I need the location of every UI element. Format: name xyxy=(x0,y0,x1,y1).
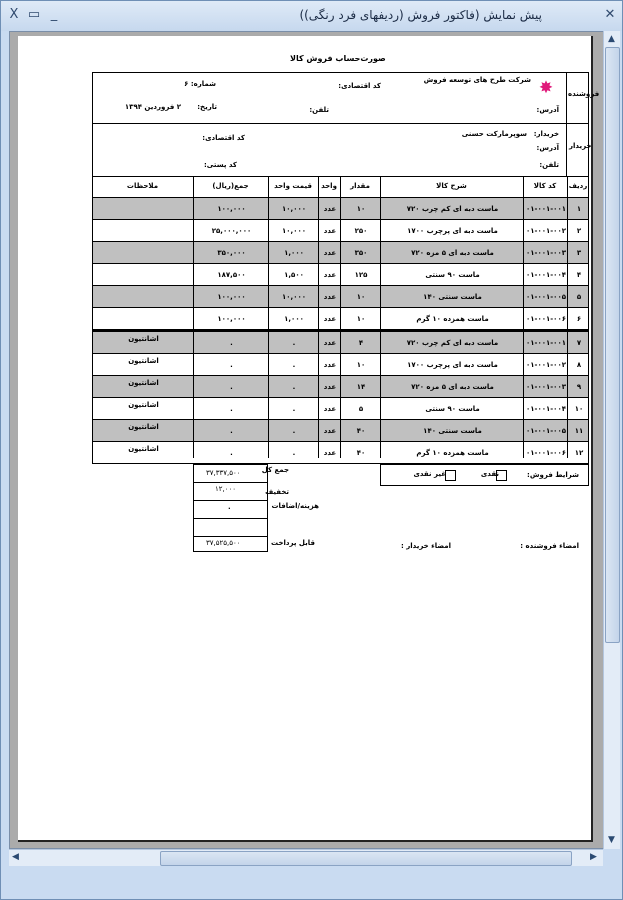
cell-qty: ۱۰ xyxy=(356,361,366,369)
cell-total: ۱۰۰,۰۰۰ xyxy=(217,293,246,301)
buyer-label: خریدار xyxy=(569,142,592,150)
cell-qty: ۱۰ xyxy=(356,205,366,213)
minimize-icon[interactable]: _ xyxy=(50,7,58,22)
cell-unit: عدد xyxy=(323,249,337,257)
credit-label: غیر نقدی xyxy=(413,470,446,478)
cell-unit: عدد xyxy=(323,383,337,391)
cell-total: ۱۰۰,۰۰۰ xyxy=(217,315,246,323)
cell-desc: ماست دبه ای ۵ مزه ۷۲۰ xyxy=(411,383,494,391)
buyer-name-label: خریدار: xyxy=(533,130,559,138)
cell-code: ۰۱-۰۰۱-۰۰۴ xyxy=(526,271,566,279)
cell-row: ۵ xyxy=(576,293,582,301)
cell-row: ۱۲ xyxy=(574,449,584,457)
vertical-scroll-thumb[interactable] xyxy=(605,47,620,643)
cell-qty: ۱۲۵ xyxy=(354,271,368,279)
cell-price: . xyxy=(292,405,296,413)
terms-label: شرایط فروش: xyxy=(527,471,579,479)
cell-unit: عدد xyxy=(323,339,337,347)
cell-qty: ۱۰ xyxy=(356,315,366,323)
cell-price: ۱۰,۰۰۰ xyxy=(281,227,307,235)
discount-value: ۱۲,۰۰۰ xyxy=(215,485,237,493)
cell-desc: ماست سنتی ۱۴۰ xyxy=(423,293,482,301)
cell-unit: عدد xyxy=(323,205,337,213)
cell-price: . xyxy=(292,339,296,347)
cell-note: اشانتیون xyxy=(128,335,159,343)
invoice-heading: صورت‌حساب فروش کالا xyxy=(290,54,386,63)
cell-code: ۰۱-۰۰۱-۰۰۲ xyxy=(526,227,566,235)
cell-desc: ماست همزده ۱۰ گرم xyxy=(416,315,489,323)
cell-row: ۱۰ xyxy=(574,405,584,413)
cell-row: ۶ xyxy=(576,315,582,323)
cash-label: نقدی xyxy=(480,470,499,478)
cell-note: اشانتیون xyxy=(128,357,159,365)
seller-address-label: آدرس: xyxy=(536,106,559,114)
buyer-postal-label: کد پستی: xyxy=(203,161,237,169)
cell-row: ۸ xyxy=(576,361,582,369)
cell-unit: عدد xyxy=(323,227,337,235)
cell-price: ۱۰,۰۰۰ xyxy=(281,205,307,213)
cell-code: ۰۱-۰۰۱-۰۰۶ xyxy=(526,315,566,323)
cell-code: ۰۱-۰۰۱-۰۰۴ xyxy=(526,405,566,413)
cell-row: ۴ xyxy=(576,271,582,279)
cell-code: ۰۱-۰۰۱-۰۰۱ xyxy=(526,339,566,347)
cell-note: اشانتیون xyxy=(128,423,159,431)
cell-price: . xyxy=(292,361,296,369)
cell-code: ۰۱-۰۰۱-۰۰۶ xyxy=(526,449,566,457)
cell-unit: عدد xyxy=(323,361,337,369)
cell-row: ۹ xyxy=(576,383,582,391)
column-header-code: کد کالا xyxy=(533,182,557,190)
cell-row: ۷ xyxy=(576,339,582,347)
cell-code: ۰۱-۰۰۱-۰۰۱ xyxy=(526,205,566,213)
extra-label: هزینه/اضافات xyxy=(271,502,319,510)
cell-unit: عدد xyxy=(323,449,337,457)
cell-price: ۱,۰۰۰ xyxy=(284,315,304,323)
cell-qty: ۵ xyxy=(358,405,364,413)
cell-code: ۰۱-۰۰۱-۰۰۵ xyxy=(526,293,566,301)
cell-note xyxy=(93,242,194,264)
seller-signature-label: امضاء فروشنده : xyxy=(520,542,579,550)
cell-price: . xyxy=(292,449,296,457)
cell-code: ۰۱-۰۰۱-۰۰۵ xyxy=(526,427,566,435)
vertical-scrollbar[interactable] xyxy=(603,31,620,849)
cell-total: . xyxy=(230,383,233,391)
seller-econ-code-label: کد اقتصادی: xyxy=(338,82,381,90)
extra-value: . xyxy=(228,503,231,511)
cell-note xyxy=(93,286,194,308)
cell-desc: ماست دبه ای کم چرب ۷۲۰ xyxy=(406,339,499,347)
scroll-left-icon[interactable]: ◀ xyxy=(12,852,19,862)
buyer-econ-code-label: کد اقتصادی: xyxy=(202,134,245,142)
column-header-total: جمع(ریال) xyxy=(212,182,249,190)
cell-total: . xyxy=(230,361,233,369)
close-icon[interactable]: X xyxy=(9,7,19,22)
cell-row: ۲ xyxy=(576,227,582,235)
grand-total-value: ۳۷,۳۳۷,۵۰۰ xyxy=(206,469,241,477)
cell-qty: ۳۵۰ xyxy=(354,249,368,257)
cell-price: ۱۰,۰۰۰ xyxy=(281,293,307,301)
cell-price: . xyxy=(292,427,296,435)
cell-note xyxy=(93,308,194,330)
buyer-address-label: آدرس: xyxy=(536,144,559,152)
cell-unit: عدد xyxy=(323,427,337,435)
buyer-name: سوپرمارکت حسنی xyxy=(461,130,527,138)
cell-qty: ۱۴ xyxy=(356,383,366,391)
cell-row: ۱ xyxy=(576,205,582,213)
cell-total: . xyxy=(230,405,233,413)
window-title: پیش نمایش (فاکتور فروش (ردیفهای فرد رنگی)) xyxy=(299,8,542,22)
cell-code: ۰۱-۰۰۱-۰۰۲ xyxy=(526,361,566,369)
column-header-price: قیمت واحد xyxy=(274,182,312,190)
seller-company: شرکت طرح های توسعه فروش xyxy=(423,76,531,84)
seller-phone-label: تلفن: xyxy=(309,106,329,114)
cell-desc: ماست دبه ای پرچرب ۱۷۰۰ xyxy=(407,227,498,235)
invoice-page xyxy=(18,36,600,842)
horizontal-scroll-thumb[interactable] xyxy=(160,851,572,866)
date-value: ۲ فروردین ۱۳۹۴ xyxy=(124,103,181,111)
cell-total: ۲۵,۰۰۰,۰۰۰ xyxy=(211,227,252,235)
cell-total: . xyxy=(230,427,233,435)
title-bar xyxy=(1,1,622,31)
grand-total-label: جمع کل xyxy=(261,466,289,474)
payable-label: قابل پرداخت xyxy=(271,539,315,547)
buyer-phone-label: تلفن: xyxy=(539,161,559,169)
cell-total: . xyxy=(230,449,233,457)
scroll-right-icon[interactable]: ▶ xyxy=(590,852,597,862)
cell-unit: عدد xyxy=(323,315,337,323)
cell-note: اشانتیون xyxy=(128,401,159,409)
cell-desc: ماست همزده ۱۰ گرم xyxy=(416,449,489,457)
cell-desc: ماست ۹۰ سنتی xyxy=(425,405,480,413)
cell-unit: عدد xyxy=(323,293,337,301)
seller-label: فروشنده xyxy=(568,90,600,98)
cell-total: ۳۵۰,۰۰۰ xyxy=(217,249,246,257)
cell-qty: ۴۰ xyxy=(356,427,366,435)
cell-desc: ماست دبه ای کم چرب ۷۲۰ xyxy=(406,205,499,213)
scroll-down-icon[interactable]: ▼ xyxy=(608,835,615,845)
column-header-note: ملاحظات xyxy=(126,182,159,190)
cell-desc: ماست ۹۰ سنتی xyxy=(425,271,480,279)
cell-unit: عدد xyxy=(323,405,337,413)
cell-total: ۱۸۷,۵۰۰ xyxy=(217,271,246,279)
cell-desc: ماست دبه ای ۵ مزه ۷۲۰ xyxy=(411,249,494,257)
invoice-number: شماره: ۶ xyxy=(184,80,216,88)
cell-qty: ۱۰ xyxy=(356,293,366,301)
cell-desc: ماست سنتی ۱۴۰ xyxy=(423,427,482,435)
cell-qty: ۴۰ xyxy=(356,449,366,457)
column-header-unit: واحد xyxy=(321,182,337,190)
column-header-qty: مقدار xyxy=(350,182,370,190)
cell-price: . xyxy=(292,383,296,391)
cell-note xyxy=(93,264,194,286)
cell-code: ۰۱-۰۰۱-۰۰۳ xyxy=(526,383,566,391)
cell-total: . xyxy=(230,339,233,347)
window-close-icon[interactable]: ✕ xyxy=(604,7,616,22)
cell-note xyxy=(93,198,194,220)
cell-code: ۰۱-۰۰۱-۰۰۳ xyxy=(526,249,566,257)
cell-qty: ۴ xyxy=(358,339,364,347)
cell-total: ۱۰۰,۰۰۰ xyxy=(217,205,246,213)
cell-desc: ماست دبه ای پرچرب ۱۷۰۰ xyxy=(407,361,498,369)
cell-note xyxy=(93,220,194,242)
cell-note: اشانتیون xyxy=(128,445,159,453)
payable-value: ۳۷,۵۲۵,۵۰۰ xyxy=(206,539,241,547)
cell-unit: عدد xyxy=(323,271,337,279)
date-label: تاریخ: xyxy=(197,103,217,111)
maximize-icon[interactable]: ▭ xyxy=(27,7,41,22)
column-header-desc: شرح کالا xyxy=(436,182,467,190)
cell-price: ۱,۵۰۰ xyxy=(284,271,304,279)
preview-area xyxy=(9,31,606,849)
credit-checkbox[interactable] xyxy=(445,470,456,481)
scroll-up-icon[interactable]: ▲ xyxy=(608,34,615,44)
cell-note: اشانتیون xyxy=(128,379,159,387)
cell-qty: ۲۵۰ xyxy=(354,227,368,235)
horizontal-scrollbar[interactable] xyxy=(9,849,603,866)
discount-label: تخفیف xyxy=(265,488,289,496)
status-strip xyxy=(1,867,622,899)
cell-row: ۳ xyxy=(576,249,582,257)
buyer-signature-label: امضاء خریدار : xyxy=(400,542,451,550)
cell-price: ۱,۰۰۰ xyxy=(284,249,304,257)
company-logo-icon: ✸ xyxy=(538,78,554,98)
column-header-row: ردیف xyxy=(568,182,588,190)
cell-row: ۱۱ xyxy=(574,427,584,435)
